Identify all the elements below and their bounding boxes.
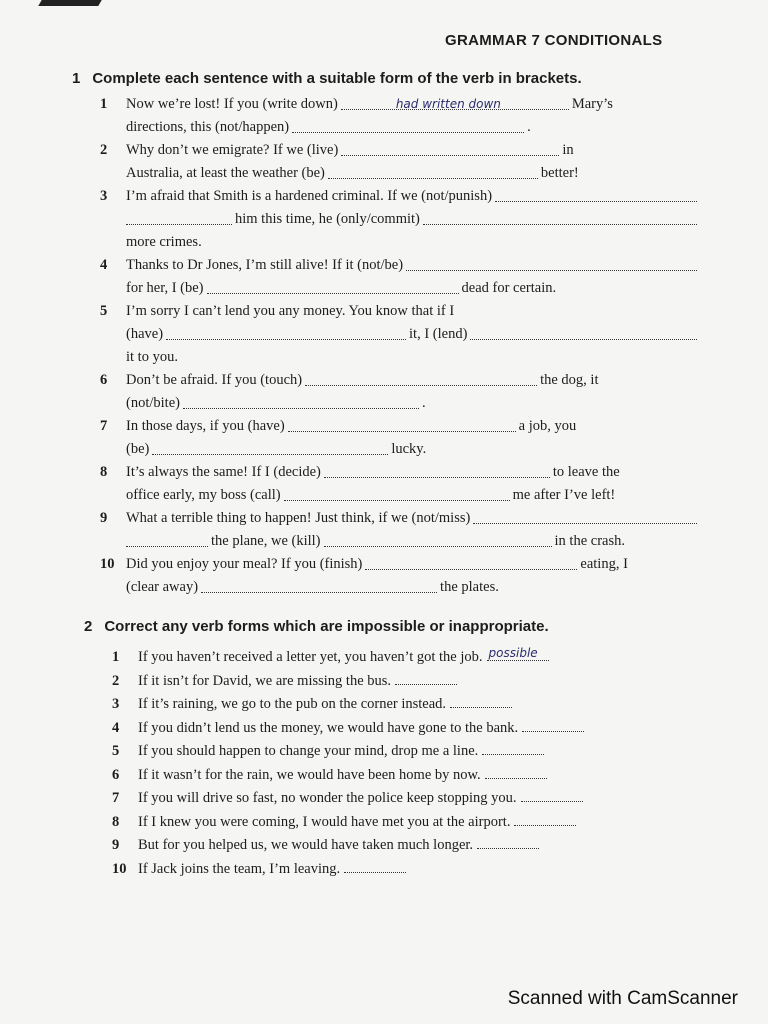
- answer-blank[interactable]: [423, 224, 697, 225]
- item-number: 5: [100, 303, 108, 319]
- item-text: the plates.: [440, 579, 499, 595]
- exercise2-item: [112, 811, 712, 835]
- answer-blank[interactable]: [341, 97, 569, 111]
- item-text: If you didn’t lend us the money, we would have gone to the bank.: [138, 719, 519, 736]
- answer-blank[interactable]: [487, 648, 549, 661]
- answer-blank[interactable]: [341, 155, 559, 156]
- answer-blank[interactable]: [166, 339, 406, 340]
- exercise2-title: [84, 618, 549, 635]
- answer-blank[interactable]: [288, 431, 516, 432]
- item-number: 10: [112, 860, 127, 877]
- item-text: But for you helped us, we would have taken much longer.: [138, 837, 474, 853]
- answer-blank[interactable]: [482, 742, 544, 755]
- item-number: 9: [112, 837, 120, 853]
- answer-blank[interactable]: [395, 672, 457, 685]
- exercise2-item: [112, 646, 712, 670]
- item-text: (clear away): [126, 579, 199, 595]
- exercise2-item: [112, 693, 712, 717]
- item-number: 6: [112, 766, 120, 783]
- item-text: more crimes.: [126, 234, 202, 250]
- item-number: 5: [112, 743, 120, 759]
- answer-blank[interactable]: [126, 224, 232, 225]
- item-number: 8: [112, 813, 120, 830]
- exercise2-number: 2: [84, 618, 93, 635]
- exercise1-instruction: Complete each sentence with a suitable form of the verb in brackets.: [92, 70, 582, 87]
- item-number: 2: [100, 142, 108, 158]
- item-text: .: [421, 395, 426, 411]
- item-text: (be): [126, 441, 150, 457]
- handwritten-answer: possible: [488, 646, 538, 660]
- page-header: GRAMMAR 7 CONDITIONALS: [445, 32, 663, 49]
- exercise1-item: [100, 369, 700, 415]
- item-number: 3: [112, 696, 120, 712]
- answer-blank[interactable]: [477, 836, 539, 849]
- item-text: In those days, if you (have): [126, 418, 285, 434]
- item-text: Mary’s: [571, 96, 613, 112]
- exercise1-item: [100, 139, 700, 185]
- item-text: (have): [126, 326, 164, 342]
- item-text: to leave the: [552, 464, 620, 480]
- item-number: 4: [100, 257, 108, 273]
- exercise1-item: [100, 93, 700, 139]
- answer-blank[interactable]: [485, 766, 547, 779]
- item-text: (not/bite): [126, 395, 180, 411]
- item-text: I’m sorry I can’t lend you any money. You know that if I: [126, 303, 455, 319]
- exercise2-item: [112, 740, 712, 764]
- exercise2-item: [112, 764, 712, 788]
- exercise1-item: [100, 461, 700, 507]
- answer-blank[interactable]: [521, 789, 583, 802]
- item-text: in the crash.: [554, 533, 625, 549]
- item-text: If you haven’t received a letter yet, you haven’t got the job.: [138, 649, 483, 665]
- item-text: If you should happen to change your mind, drop me a line.: [138, 743, 479, 759]
- exercise1-item: [100, 507, 700, 553]
- item-number: 10: [100, 556, 115, 572]
- answer-blank[interactable]: [473, 523, 697, 524]
- exercise2-list: [112, 646, 712, 881]
- item-text: the plane, we (kill): [211, 533, 321, 549]
- item-text: It’s always the same! If I (decide): [126, 464, 321, 480]
- exercise2-item: [112, 717, 712, 741]
- item-text: .: [527, 119, 531, 135]
- answer-blank[interactable]: [183, 408, 419, 409]
- exercise2-item: [112, 787, 712, 811]
- answer-blank[interactable]: [324, 546, 552, 547]
- item-text: If you will drive so fast, no wonder the police keep stopping you.: [138, 790, 517, 806]
- answer-blank[interactable]: [344, 860, 406, 873]
- item-number: 1: [112, 649, 120, 665]
- exercise2-item: [112, 858, 712, 882]
- answer-blank[interactable]: [522, 719, 584, 732]
- answer-blank[interactable]: [495, 201, 697, 202]
- item-text: If it wasn’t for the rain, we would have been home by now.: [138, 766, 481, 783]
- exercise1-list: [100, 93, 700, 599]
- answer-blank[interactable]: [450, 695, 512, 708]
- item-text: directions, this (not/happen): [126, 119, 290, 135]
- scanner-watermark: Scanned with CamScanner: [507, 988, 738, 1009]
- item-number: 6: [100, 372, 108, 388]
- answer-blank[interactable]: [328, 178, 538, 179]
- answer-blank[interactable]: [324, 477, 550, 478]
- answer-blank[interactable]: [292, 132, 524, 133]
- item-text: me after I’ve left!: [512, 487, 616, 503]
- answer-blank[interactable]: [305, 385, 537, 386]
- item-text: better!: [540, 165, 579, 181]
- answer-blank[interactable]: [152, 454, 388, 455]
- item-text: Now we’re lost! If you (write down): [126, 96, 338, 112]
- item-text: it to you.: [126, 349, 178, 365]
- item-number: 3: [100, 188, 108, 204]
- item-text: I’m afraid that Smith is a hardened criminal. If we (not/punish): [126, 188, 493, 204]
- item-text: for her, I (be): [126, 280, 204, 296]
- answer-blank[interactable]: [207, 293, 459, 294]
- answer-blank[interactable]: [284, 500, 510, 501]
- item-text: Don’t be afraid. If you (touch): [126, 372, 303, 388]
- item-text: If it isn’t for David, we are missing the bus.: [138, 672, 392, 689]
- item-text: a job, you: [518, 418, 577, 434]
- exercise1-number: 1: [72, 70, 81, 87]
- item-text: Thanks to Dr Jones, I’m still alive! If it (not/be): [126, 257, 404, 273]
- handwritten-answer: had written down: [395, 97, 501, 111]
- exercise1-item: [100, 553, 700, 599]
- item-text: If Jack joins the team, I’m leaving.: [138, 860, 341, 877]
- item-number: 8: [100, 464, 108, 480]
- item-text: Australia, at least the weather (be): [126, 165, 325, 181]
- item-text: office early, my boss (call): [126, 487, 281, 503]
- item-number: 1: [100, 96, 108, 112]
- item-number: 7: [112, 790, 120, 806]
- item-text: in: [562, 142, 574, 158]
- item-text: it, I (lend): [409, 326, 468, 342]
- answer-blank[interactable]: [126, 546, 208, 547]
- exercise1-item: [100, 300, 700, 369]
- exercise2-instruction: Correct any verb forms which are impossible or inappropriate.: [104, 618, 549, 635]
- item-text: eating, I: [580, 556, 628, 572]
- item-number: 4: [112, 719, 120, 736]
- answer-blank[interactable]: [470, 339, 697, 340]
- item-number: 7: [100, 418, 108, 434]
- answer-blank[interactable]: [406, 270, 697, 271]
- item-text: him this time, he (only/commit): [235, 211, 420, 227]
- item-text: What a terrible thing to happen! Just think, if we (not/miss): [126, 510, 471, 526]
- item-text: dead for certain.: [461, 280, 557, 296]
- page-edge-mark: [38, 0, 101, 6]
- item-text: If it’s raining, we go to the pub on the corner instead.: [138, 696, 447, 712]
- item-text: Did you enjoy your meal? If you (finish): [126, 556, 363, 572]
- item-number: 9: [100, 510, 108, 526]
- item-text: lucky.: [391, 441, 427, 457]
- answer-blank[interactable]: [365, 569, 577, 570]
- answer-blank[interactable]: [201, 592, 437, 593]
- item-text: the dog, it: [540, 372, 599, 388]
- exercise2-item: [112, 834, 712, 858]
- exercise1-item: [100, 415, 700, 461]
- item-text: If I knew you were coming, I would have met you at the airport.: [138, 813, 511, 830]
- exercise1-item: [100, 254, 700, 300]
- exercise1-title: [72, 70, 582, 87]
- exercise1-item: [100, 185, 700, 254]
- item-text: Why don’t we emigrate? If we (live): [126, 142, 339, 158]
- item-number: 2: [112, 672, 120, 689]
- exercise2-item: [112, 670, 712, 694]
- answer-blank[interactable]: [514, 813, 576, 826]
